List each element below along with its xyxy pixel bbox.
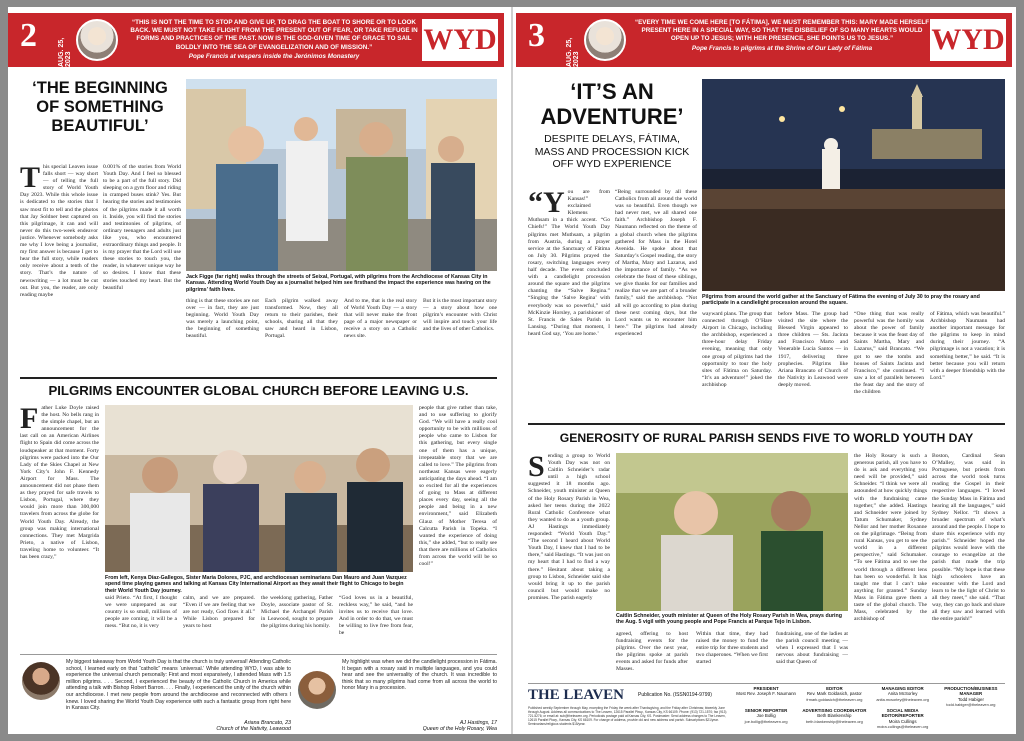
page-date: AUG. 25, 2023	[58, 37, 72, 67]
quote-attribution: Pope Francis to pilgrims at the Shrine of Our Lady of Fátima	[691, 44, 873, 52]
story-column: “God loves us in a beautiful, reckless way,” he said, “and he invites us to receive that love. And in order to do that, we must be willing to live free from fear, be	[339, 595, 413, 637]
staff-role: PRODUCTION/BUSINESS MANAGER	[944, 686, 998, 697]
story-column: “One thing that was really powerful was the homily was about the power of family because it was the feast day of Saints Martha, Mary and Lazarus,” said Brancato. “We got to see the tombs and houses of Saints Jacinta and Francisco,” she continued. “I saw a lot of parallels between the feast day and the story of the children	[854, 311, 924, 396]
staff-role: PRESIDENT	[753, 686, 779, 691]
photo-caption: From left, Kenya Díaz-Gallegos, Sister Maria Dolores, PJC, and archdiocesan seminarians Dan Mauro and Juan Vazquez spend time playing games and talking at Kansas City International Airport as they await their flight to Chicago to begin their World Youth Day journey.	[105, 575, 407, 594]
story-column: before Mass. The group had visited the site where the Blessed Virgin appeared to three children — Sts. Jacinta and Francisco Marto and Venerable Lucia Santos — in 1917, delivering three prophecies. Pilgrims like Ariana Brancato of Church of the Nativity in Leawood were deeply moved.	[778, 311, 848, 388]
staff-entry	[732, 686, 800, 708]
page-gutter	[511, 7, 513, 734]
page-number: 3	[528, 17, 545, 54]
story-headline: GENEROSITY OF RURAL PARISH SENDS FIVE TO WORLD YOUTH DAY	[559, 431, 974, 445]
testimonial-name: AJ Hastings, 17	[459, 720, 497, 726]
youth-minister-photo	[616, 453, 848, 611]
testimonial-text: My biggest takeaway from World Youth Day is that the church is truly universal! Attending Catholic school, I learned early on that “catholic” means ‘universal.’ While attending WYD, I was able to experience the universal church personally: First and most expansively, I attended Mass with 1.5 million pilgrims. . . . Second, I experienced the beauty of the Catholic Church in America while attending a talk with Bishop Robert Barron. . . . Finally, I experienced the unity of the church within our archdiocese. I met new people from around the archdiocese and reconnected with others I knew. I loved sharing the World Youth Day experience with such a fantastic group from right here in Kansas City.	[66, 659, 291, 712]
staff-entry	[869, 686, 937, 708]
banner-quote: “EVERY TIME WE COME HERE [TO FÁTIMA], WE MUST REMEMBER THIS: MARY MADE HERSELF PRESENT HERE IN A SPECIAL WAY, SO THAT THE DISBELIEF OF SO MANY HEARTS WOULD OPEN UP TO JESUS; WITH HER PRESENCE, SHE POINTS US TO JESUS.” Pope Francis to pilgrims at the Shrine of Our Lady of Fátima	[634, 19, 930, 52]
drop-cap: T	[20, 164, 41, 194]
staff-role: EDITOR	[826, 686, 843, 691]
staff-name: Anita McSorley	[887, 691, 918, 697]
story-column: Sending a group to World Youth Day was not on Caitlin Schneider’s radar until a high school suggested it 18 months ago. Schneider, youth minister at Queen of the Holy Rosary Parish in Wea, asked her teens during the 2022 Rural Catholic Conference what they wanted to do as a youth group. AJ Hastings immediately responded: “World Youth Day.” “The second I heard about World Youth Day, I knew that I had to be there,” said Hastings. “It was just on my heart that I had to find a way there.” Hesitant about taking a group to Lisbon, Schneider said she would bring it up to the parish council but would make no promises. The parish eagerly	[528, 453, 610, 601]
staff-email[interactable]: frmark.goldasich@theleaven.org	[806, 696, 863, 702]
story-column: said Prieto. “At first, I thought we were unprepared as our country is so small, millions of people are coming, it will be a mess. “But no, it is very	[105, 595, 177, 630]
story-column: the Holy Rosary is such a generous parish, all you have to do is ask and everything you need will be provided,” said Schneider. “I think we were all astounded at how quickly things with the fundraising came together,” she added. Hastings and Schneider were joined by Tatum Schumaker, Sydney Nellor and her mother Roxanne on the pilgrimage. “Being from rural Kansas, you get to see the world in a different perspective,” said Schumaker. “To see Fátima and to see the world through a different lens has been so wonderful. It has taught me that I can’t take anything for granted.” Sunday Mass in Fátima gave them a taste of the global church. The Mass, celebrated by the archbishop of	[854, 453, 927, 623]
masthead-issn: Publication No. (ISSN0194-9799)	[638, 692, 712, 698]
story-subheadline: DESPITE DELAYS, FÁTIMA, MASS AND PROCESSION KICK OFF WYD EXPERIENCE	[534, 133, 690, 170]
wyd-logo: WYD	[930, 19, 1006, 61]
testimonial-parish: Queen of the Holy Rosary, Wea	[422, 726, 497, 732]
staff-email[interactable]: joe.bollig@theleaven.org	[744, 718, 788, 724]
staff-name: Todd Habiger	[957, 696, 984, 702]
staff-name: Moira Cullings	[888, 718, 917, 724]
story-column: And to me, that is the real story of World Youth Day — a story that will never make the front page of a major newspaper or receive a story on a Catholic news site.	[344, 298, 417, 340]
masthead-rule	[528, 683, 1005, 684]
story-column: calm, and we are prepared. “Even if we are feeling that we are not ready, God fixes it all.” While Lisbon prepared for years to host	[183, 595, 255, 630]
story-column: But it is the most important story — a story about how one pilgrim’s encounter with Christ will inspire and touch your life and the lives of other Catholics.	[423, 298, 497, 333]
right-page	[516, 7, 1012, 734]
staff-entry	[800, 708, 868, 730]
masthead-staff	[732, 686, 1005, 731]
staff-role: ADVERTISING COORDINATOR	[802, 708, 867, 713]
page-date: AUG. 25, 2023	[566, 37, 580, 67]
staff-name: Beth Blankenship	[817, 713, 852, 719]
story-column: Each pilgrim walked away transformed. Now, they all return to their parishes, their schools, sharing all that they saw and heard in Lisbon, Portugal.	[265, 298, 338, 340]
photo-caption: Pilgrims from around the world gather at the Sanctuary of Fátima the evening of July 30 to pray the rosary and participate in a candlelight procession around the square.	[702, 294, 980, 307]
left-page	[8, 7, 504, 734]
staff-email[interactable]: beth.blankenship@theleaven.org	[805, 718, 863, 724]
story-column: people that give rather than take, and to use suffering to glorify God. “We will have a really cool opportunity to be with millions of people who came to Lisbon for this gathering, but every single one of them has a unique, irrepeatable story that we are called to love.” The pilgrims from northeast Kansas were eagerly anticipating the days ahead. “I am so excited for all the experiences of going to Mass at different places every day, seeing all the people and being in a new environment,” said Elizabeth Glauz of Mother Teresa of Calcutta Parish in Topeka. “I wanted the experience of doing this,” she added, “but to really see that there are millions of Catholics from across the world will be so cool!”	[419, 405, 497, 568]
story-column: thing is that these stories are not over — in fact, they are just beginning. World Youth Day was merely a launching point, the beginning of something beautiful.	[186, 298, 259, 340]
story-column: of Fátima, which was beautiful.” Archbishop Naumann had another important message for the pilgrims to keep in mind during their journey. “A pilgrimage is not a vacation; it is something better,” he said. “It is better because you will return with a deeper friendship with the Lord.”	[930, 311, 1005, 381]
fatima-procession-photo	[702, 79, 1005, 291]
story-column: “Being surrounded by all these Catholics from all around the world was so beautiful. Even though we had never met, we all shared one faith.” Archbishop Joseph F. Naumann reflected on the theme of a global church when the pilgrims gathered for Mass in the Hotel Avenida. He spoke about that Saturday’s Gospel reading, the story of Martha, Mary and Lazarus, and the importance of family. “As we celebrate the feast of these siblings, we give thanks for our families and realize that we are part of a broader family,” said the archbishop. “Not all will go according to plan during these next coming days, but the Lord wants us to encounter him here.” The pilgrims had already experienced	[615, 189, 697, 337]
story-column: fundraising, one of the ladies at the parish council meeting — when I expressed that I was nervous about fundraising — said that Queen of	[776, 631, 848, 666]
staff-email[interactable]: moira.cullings@theleaven.org	[876, 724, 929, 730]
story-headline: PILGRIMS ENCOUNTER GLOBAL CHURCH BEFORE LEAVING U.S.	[48, 383, 469, 398]
pope-portrait	[76, 19, 118, 61]
testimonial-photo	[298, 671, 336, 709]
testimonial-photo	[22, 662, 60, 700]
testimonial-text: My highlight was when we did the candlelight procession in Fátima. It began with a rosary said in multiple languages, and you could hear and see the universality of the church. It was incredible to think that so many pilgrims had come from all across the world to honor Mary in a procession.	[342, 659, 497, 692]
story-column: the weeklong gathering, Father Doyle, associate pastor of St. Michael the Archangel Parish in Leawood, sought to prepare the pilgrims during his homily.	[261, 595, 333, 630]
staff-name: Rev. Mark Goldasich, pastor	[806, 691, 862, 697]
staff-role: SENIOR REPORTER	[744, 708, 788, 713]
pope-portrait	[584, 19, 626, 61]
left-banner	[8, 13, 504, 67]
staff-entry	[937, 686, 1005, 708]
story-column: Father Luke Doyle raised the host. No bells rang in the simple chapel, but an announcement for the last call on an American Airlines flight to Spain did come across the loudspeaker at that moment. Forty pilgrims were packed into the Our Lady of the Skies Chapel at New York City’s John F. Kennedy Airport for Mass. The announcement did not phase them as they prayed for safe travels to Lisbon, Portugal, where they would join more than 300,000 travelers from across the globe for World Youth Day. Already, the group was making international connections. They met Margrida Prieto, a native of Lisbon, traveling home to volunteer. “It has been crazy,”	[20, 405, 99, 560]
drop-cap: “Y	[528, 189, 565, 219]
story-column: wayward plans. The group that connected through O’Hare Airport in Chicago, including the archbishop, experienced a three-hour delay Friday evening, meaning that only one group of pilgrims had the opportunity to tour the holy sites of Fátima on Saturday. “It’s an adventure!” joked the archbishop	[702, 311, 772, 388]
page-number: 2	[20, 17, 37, 54]
staff-entry	[732, 708, 800, 730]
staff-name: Most Rev. Joseph F. Naumann	[736, 691, 796, 697]
newspaper-spread	[8, 7, 1016, 734]
drop-cap: S	[528, 453, 545, 483]
story-column: Within that time, they had raised the money to fund the entire trip for three students and two chaperones. “When we first started	[696, 631, 768, 666]
story-headline: ‘THE BEGINNING OF SOMETHING BEAUTIFUL’	[32, 79, 168, 135]
story-column: agreed, offering to host fundraising events for the pilgrims. Over the next year, the pilgrims spoke at parish events and asked for funds after Masses.	[616, 631, 688, 673]
drop-cap: F	[20, 405, 39, 435]
staff-name: Joe Bollig	[756, 713, 776, 719]
leaven-logo: THE LEAVEN	[528, 687, 625, 703]
section-rule	[20, 654, 497, 655]
section-rule	[528, 423, 1005, 425]
staff-email[interactable]: anita.mcsorley@theleaven.org	[876, 696, 929, 702]
staff-role: SOCIAL MEDIA EDITOR/REPORTER	[881, 708, 924, 719]
story-column: “You are from Kansas!” exclaimed Klemens Muthsam in a thick accent. “Go Chiefs!” The World Youth Day pilgrims met Muthsam, a pilgrim from Austria, during a prayer service at the Sanctuary of Fátima on July 30. Pilgrims prayed the rosary, switching languages every half decade. The event concluded with a candlelight procession around the square and the pilgrims chanting the “Salve Regina.” “Singing the ‘Salve Regina’ with everybody was so powerful,” said McKinzie Horsley, a parishioner of St. Francis de Sales Parish in Lansing. “During that moment, I heard God say, ‘You are home.’	[528, 189, 610, 337]
masthead-small-print: Published weekly September through May, excepting the Friday the week after Thanksgiving, and the Friday after Christmas; biweekly June through August. Address all communications to The Leaven, 12615 Parallel Pkwy., Kansas City, KS 66109. Phone: (913) 721-1570; fax (913) 721-5276; or email at: sub@theleaven.org. Periodicals postage paid at Kansas City, KS. Postmaster: Send address changes to The Leaven, 12615 Parallel Pkwy., Kansas City, KS 66109. For change of address, provide old and new address and parish. Subscriptions $21/year. Seminarians/religious students $15/year.	[528, 706, 727, 727]
staff-entry	[869, 708, 937, 730]
banner-quote: “THIS IS NOT THE TIME TO STOP AND GIVE UP, TO DRAG THE BOAT TO SHORE OR TO LOOK BACK. WE MUST NOT TAKE FLIGHT FROM THE PRESENT OUT OF FEAR, OR TAKE REFUGE IN FORMS AND PRACTICES OF THE PAST. NOW IS THE GOD-GIVEN TIME OF GRACE TO SAIL BOLDLY INTO THE SEA OF EVANGELIZATION AND OF MISSION.” Pope Francis at vespers inside the Jerónimos Monastery	[126, 19, 422, 61]
quote-attribution: Pope Francis at vespers inside the Jerónimos Monastery	[188, 52, 360, 60]
staff-email[interactable]: todd.habiger@theleaven.org	[946, 702, 996, 708]
pilgrims-street-photo	[186, 79, 497, 271]
staff-role: MANAGING EDITOR	[881, 686, 924, 691]
photo-caption: Caitlin Schneider, youth minister at Queen of the Holy Rosary Parish in Wea, prays during the Aug. 5 vigil with young people and Pope Francis at Parque Tejo in Lisbon.	[616, 613, 842, 626]
photo-caption: Jack Figge (far right) walks through the streets of Seixal, Portugal, with pilgrims from the Archdiocese of Kansas City in Kansas. Attending World Youth Day as a journalist helped him see firsthand the impact the experience was having on the pilgrims’ faith lives.	[186, 274, 491, 293]
right-banner	[516, 13, 1012, 67]
testimonial-name: Ariana Brancato, 23	[244, 720, 291, 726]
story-column: Boston, Cardinal Sean O’Malley, was said in Portuguese, but priests from across the world took turns reading the Gospel in their respective languages. “I loved the Sunday Mass in Fátima and hearing all the languages,” said Sydney Nellor. “It shows a broader spectrum of what’s around and the people. I hope to share this experience with my parish.” Schneider hoped the pilgrims would leave with the courage to evangelize at the parish that made the trip possible. “My hope is that these high schoolers have an encounter with the Lord and learn to be the light of Christ to all they meet,” she said. “That way, they can go back and share all they saw and learned with the entire parish!”	[932, 453, 1005, 623]
testimonial-parish: Church of the Nativity, Leawood	[216, 726, 291, 732]
story-headline: ‘IT’S AN ADVENTURE’	[540, 79, 684, 129]
staff-entry	[800, 686, 868, 708]
section-rule	[20, 377, 497, 379]
story-column: 0.001% of the stories from World Youth Day. And I feel so blessed to be a part of the full story. Did sleeping on a gym floor and riding in cramped buses stink? Yes. But hearing the stories and testimonies of the pilgrims made it all worth it. Inside, you will find the stories and testimonies of pilgrims, of ordinary teenagers and adults just like you, who encountered extraordinary things and people. It is my prayer that the Lord will use these stories to touch you, the reader, in whatever unique way he so desires. I know that these stories touched my heart. But the beautiful	[103, 164, 181, 291]
wyd-logo: WYD	[422, 19, 498, 61]
airport-photo	[105, 405, 413, 572]
story-column: This special Leaven issue falls short — way short — of telling the full story of World Youth Day 2023. While this whole issue is dedicated to the stories that I saw most fit to tell and the photos that Jay Soldner best captured on this pilgrimage, it can and will never do this two-week endeavor justice. Whenever somebody asks me why I love being a journalist, my first answer is because I get to hear the full story, while readers only receive about a tenth of the story. That’s the nature of newswriting — a lot must be cut out. But you, the reader, are only reading maybe	[20, 164, 98, 298]
